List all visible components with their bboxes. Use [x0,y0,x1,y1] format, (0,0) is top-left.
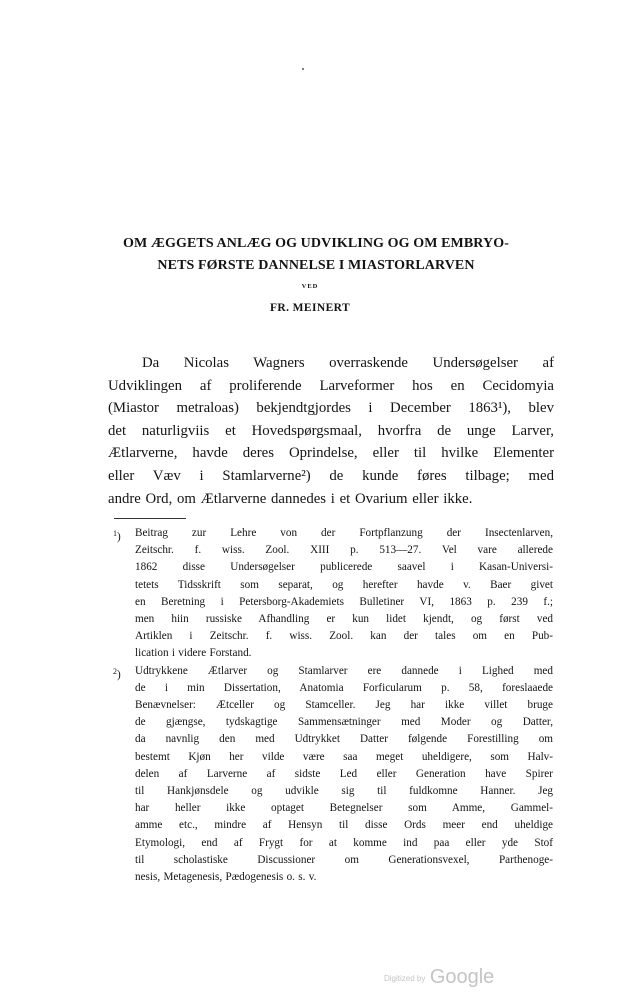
footnote-line: Etymologi, end af Frygt for at komme ind paa eller yde Stof [135,836,553,849]
byline-word: VED [301,283,319,290]
footnote-line: til Hankjønsdele og udvikle sig til fuldkomne Hanner. Jeg [135,785,553,798]
footnote-line: en Beretning i Petersborg-Akademiets Bulletiner VI, 1863 p. 239 f.; [135,595,553,608]
author-name: FR. MEINERT [269,302,351,314]
watermark-prefix: Digitized by [384,974,426,983]
footnote-marker: $^2$) [113,666,121,681]
footnote-line: Beitrag zur Lehre von der Fortpflanzung der Insectenlarven, [135,527,553,539]
title-line: OM ÆGGETS ANLÆG OG UDVIKLING OG OM EMBRYO- [122,236,509,251]
footnote-line: amme etc., mindre af Hensyn til disse Ords meer end uheldige [135,819,553,832]
footnote-line: Zeitschr. f. wiss. Zool. XIII p. 513—27. Vel vare allerede [135,544,553,557]
footnote-line: tetets Tidsskrift som separat, og herefter havde v. Baer givet [135,578,553,591]
footnote-line: til scholastiske Discussioner om Generationsvexel, Parthenoge- [135,853,553,866]
footnote-line: da navnlig den med Udtrykket Datter følgende Forestilling om [135,733,553,746]
footnote-marker: $^1$) [113,529,121,543]
body-line: Udviklingen af proliferende Larveformer hos en Cecidomyia [108,377,554,394]
footnote-line: bestemt Kjøn her vilde være saa meget uheldigere, som Halv- [135,750,553,763]
footnote-line: men hiin russiske Afhandling er kun lidet kjendt, og først ved [135,613,553,626]
footnote-line: lication i videre Forstand. [135,647,252,660]
paper-speck [302,68,304,70]
footnote-line: har heller ikke optaget Betegnelser som Amme, Gammel- [135,802,553,815]
body-line: eller Væv i Stamlarverne²) de kunde føres tilbage; med [108,467,554,484]
footnote-line: Artiklen i Zeitschr. f. wiss. Zool. kan der tales om en Pub- [135,630,553,643]
article-title [96,233,536,277]
body-line: Ætlarverne, havde deres Oprindelse, eller til hvilke Elementer [108,445,554,462]
footnote-line: Benævnelser: Ætceller og Stamceller. Jeg har ikke villet bruge [135,699,553,712]
footnote-line: de i min Dissertation, Anatomia Forficularum p. 58, foreslaaede [135,681,553,694]
footnote-line: 1862 disse Undersøgelser publicerede saavel i Kasan-Universi- [135,561,553,574]
watermark-brand: Google [429,966,495,988]
footnote-2 [113,663,553,887]
footnote-separator [114,518,186,519]
body-line: (Miastor metraloas) bekjendtgjordes i December 1863¹), blev [108,400,554,417]
body-line: andre Ord, om Ætlarverne dannedes i et Ovarium eller ikke. [108,490,473,507]
footnote-line: nesis, Metagenesis, Pædogenesis o. s. v. [135,871,317,884]
body-line: det naturligviis et Hovedspørgsmaal, hvorfra de unge Larver, [108,422,554,439]
body-paragraph [108,352,554,510]
footnote-line: de gjængse, tydskagtige Sammensætninger med Moder og Datter, [135,716,553,729]
footnote-line: Udtrykkene Ætlarver og Stamlarver ere dannede i Lighed med [135,664,553,677]
body-line: Da Nicolas Wagners overraskende Undersøgelser af [142,355,554,371]
title-line: NETS FØRSTE DANNELSE I MIASTORLARVEN [157,258,475,273]
footnotes [113,525,553,886]
digitization-watermark [384,966,494,989]
footnote-line: delen af Larverne af sidste Led eller Generation have Spirer [135,767,553,780]
footnote-1 [113,525,553,663]
